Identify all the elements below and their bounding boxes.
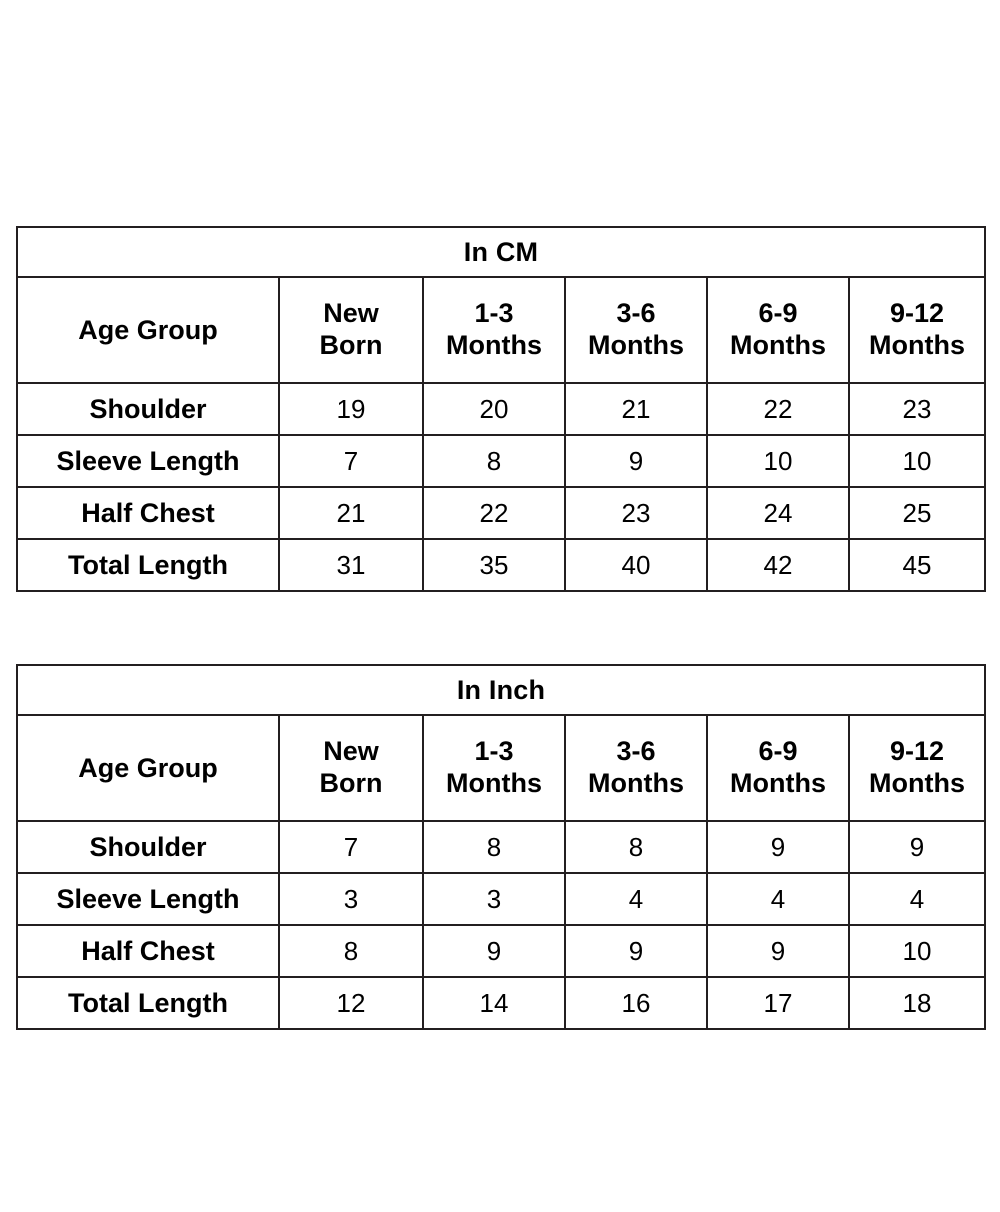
header-column-3-line2: Months: [730, 768, 826, 798]
table-title: In CM: [17, 227, 985, 277]
cell-value: 17: [707, 977, 849, 1029]
cell-value: 8: [565, 821, 707, 873]
header-column-4-line2: Months: [869, 768, 965, 798]
size-table-cm: [16, 226, 986, 592]
header-column-1-line1: 1-3: [474, 736, 514, 767]
table-row: [17, 925, 985, 977]
cell-value: 4: [565, 873, 707, 925]
header-column-0-line1: New: [323, 298, 379, 329]
header-column-4-line1: 9-12: [889, 298, 945, 329]
cell-value: 42: [707, 539, 849, 591]
cell-value: 10: [849, 435, 985, 487]
cell-value: 35: [423, 539, 565, 591]
row-label: Shoulder: [17, 821, 279, 873]
header-column-1-line2: Months: [446, 768, 542, 798]
size-chart-sheet: [16, 226, 984, 1030]
cell-value: 20: [423, 383, 565, 435]
cell-value: 9: [423, 925, 565, 977]
header-age-group: Age Group: [17, 715, 279, 821]
cell-value: 25: [849, 487, 985, 539]
header-column-1-line1: 1-3: [474, 298, 514, 329]
cell-value: 23: [565, 487, 707, 539]
row-label: Total Length: [17, 539, 279, 591]
header-column-1-line2: Months: [446, 330, 542, 360]
cell-value: 9: [707, 821, 849, 873]
cell-value: 4: [707, 873, 849, 925]
cell-value: 12: [279, 977, 423, 1029]
table-row: [17, 435, 985, 487]
size-table-inch: [16, 664, 986, 1030]
table-header-row: [17, 715, 985, 821]
cell-value: 16: [565, 977, 707, 1029]
header-column-3: [707, 715, 849, 821]
header-column-2-line1: 3-6: [616, 298, 656, 329]
header-column-3: [707, 277, 849, 383]
header-column-4-line2: Months: [869, 330, 965, 360]
header-column-1: [423, 277, 565, 383]
table-gap: [16, 592, 984, 664]
table-row: [17, 977, 985, 1029]
table-row: [17, 539, 985, 591]
table-row: [17, 487, 985, 539]
table-title-row: [17, 665, 985, 715]
header-column-2-line1: 3-6: [616, 736, 656, 767]
header-column-4: [849, 715, 985, 821]
cell-value: 24: [707, 487, 849, 539]
cell-value: 10: [707, 435, 849, 487]
header-age-group: Age Group: [17, 277, 279, 383]
row-label: Sleeve Length: [17, 873, 279, 925]
cell-value: 9: [849, 821, 985, 873]
table-header-row: [17, 277, 985, 383]
row-label: Sleeve Length: [17, 435, 279, 487]
header-column-2-line2: Months: [588, 768, 684, 798]
table-title-row: [17, 227, 985, 277]
cell-value: 9: [565, 435, 707, 487]
cell-value: 21: [279, 487, 423, 539]
cell-value: 8: [279, 925, 423, 977]
header-column-4-line1: 9-12: [889, 736, 945, 767]
cell-value: 22: [707, 383, 849, 435]
header-column-2: [565, 277, 707, 383]
cell-value: 3: [279, 873, 423, 925]
cell-value: 9: [707, 925, 849, 977]
table-row: [17, 821, 985, 873]
cell-value: 45: [849, 539, 985, 591]
row-label: Shoulder: [17, 383, 279, 435]
cell-value: 4: [849, 873, 985, 925]
table-row: [17, 873, 985, 925]
cell-value: 40: [565, 539, 707, 591]
cell-value: 10: [849, 925, 985, 977]
cell-value: 22: [423, 487, 565, 539]
header-column-0-line1: New: [323, 736, 379, 767]
header-column-4: [849, 277, 985, 383]
header-column-3-line1: 6-9: [758, 298, 798, 329]
cell-value: 8: [423, 821, 565, 873]
cell-value: 7: [279, 435, 423, 487]
header-column-1: [423, 715, 565, 821]
cell-value: 8: [423, 435, 565, 487]
cell-value: 21: [565, 383, 707, 435]
row-label: Total Length: [17, 977, 279, 1029]
header-column-3-line1: 6-9: [758, 736, 798, 767]
cell-value: 7: [279, 821, 423, 873]
cell-value: 19: [279, 383, 423, 435]
row-label: Half Chest: [17, 487, 279, 539]
header-column-3-line2: Months: [730, 330, 826, 360]
row-label: Half Chest: [17, 925, 279, 977]
cell-value: 14: [423, 977, 565, 1029]
header-column-0-line2: Born: [319, 330, 383, 360]
cell-value: 18: [849, 977, 985, 1029]
table-title: In Inch: [17, 665, 985, 715]
header-column-0-line2: Born: [319, 768, 383, 798]
cell-value: 9: [565, 925, 707, 977]
cell-value: 31: [279, 539, 423, 591]
header-column-2: [565, 715, 707, 821]
header-column-2-line2: Months: [588, 330, 684, 360]
header-column-0: [279, 715, 423, 821]
cell-value: 3: [423, 873, 565, 925]
table-row: [17, 383, 985, 435]
header-column-0: [279, 277, 423, 383]
cell-value: 23: [849, 383, 985, 435]
